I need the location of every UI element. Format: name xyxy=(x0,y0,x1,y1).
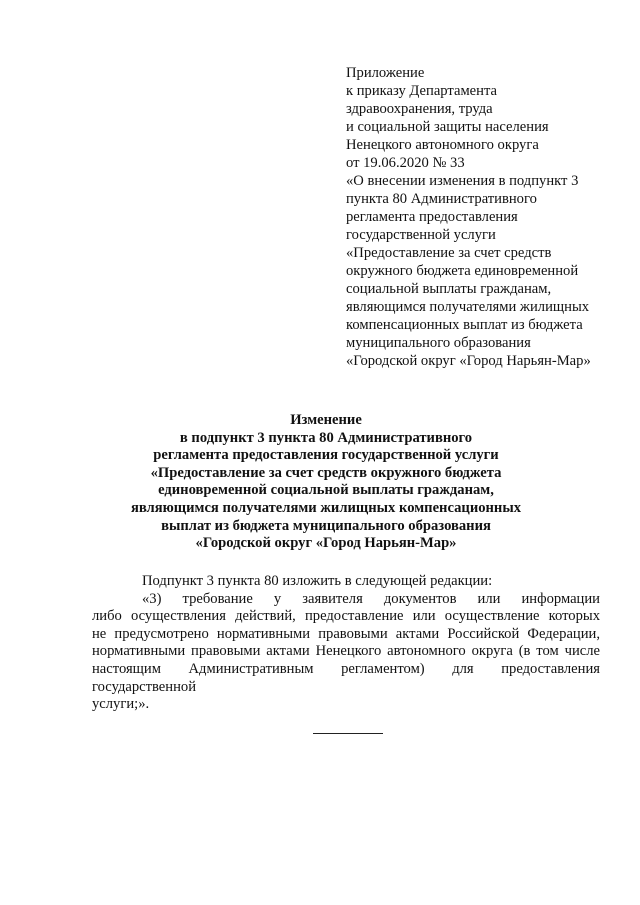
appendix-line: от 19.06.2020 № 33 xyxy=(346,155,465,171)
body-line: нормативными правовыми актами Ненецкого автономного округа (в том числе xyxy=(92,643,600,660)
appendix-line: «Предоставление за счет средств xyxy=(346,245,552,261)
appendix-line: регламента предоставления xyxy=(346,209,518,225)
appendix-line: являющимся получателями жилищных xyxy=(346,299,590,315)
end-separator-line xyxy=(313,733,383,734)
title-line: выплат из бюджета муниципального образования xyxy=(161,517,491,534)
body-line: либо осуществления действий, предоставление или осуществление которых xyxy=(92,608,600,625)
body-line: услуги;». xyxy=(92,696,150,713)
body-intro: Подпункт 3 пункта 80 изложить в следующей редакции: xyxy=(142,573,493,589)
appendix-line: муниципального образования xyxy=(346,335,531,351)
appendix-line: окружного бюджета единовременной xyxy=(346,263,579,279)
appendix-line: компенсационных выплат из бюджета xyxy=(346,317,583,333)
appendix-line: Приложение xyxy=(346,65,425,81)
appendix-line: к приказу Департамента xyxy=(346,83,497,99)
body-line: настоящим Административным регламентом) для предоставления государственной xyxy=(92,660,600,695)
appendix-line: «Городской округ «Город Нарьян-Мар» xyxy=(346,353,591,369)
body-line: «3) требование у заявителя документов или информации xyxy=(142,590,600,607)
title-line: «Городской округ «Город Нарьян-Мар» xyxy=(195,535,457,552)
appendix-line: здравоохранения, труда xyxy=(346,101,493,117)
title-line: единовременной социальной выплаты гражданам, xyxy=(158,482,494,499)
document-body xyxy=(92,573,600,714)
title-line: в подпункт 3 пункта 80 Административного xyxy=(179,429,473,446)
appendix-line: социальной выплаты гражданам, xyxy=(346,281,552,297)
appendix-line: Ненецкого автономного округа xyxy=(346,137,539,153)
appendix-line: «О внесении изменения в подпункт 3 xyxy=(346,173,579,189)
appendix-line: пункта 80 Административного xyxy=(346,191,537,207)
document-title xyxy=(46,412,606,553)
title-line: «Предоставление за счет средств окружного бюджета xyxy=(150,464,502,481)
appendix-header xyxy=(346,64,636,370)
title-line: Изменение xyxy=(290,412,362,428)
appendix-line: и социальной защиты населения xyxy=(346,119,549,135)
title-line: регламента предоставления государственной услуги xyxy=(153,447,499,464)
title-line: являющимся получателями жилищных компенсационных xyxy=(130,499,522,516)
appendix-line: государственной услуги xyxy=(346,227,496,243)
body-line: не предусмотрено нормативными правовыми актами Российской Федерации, xyxy=(92,625,600,642)
